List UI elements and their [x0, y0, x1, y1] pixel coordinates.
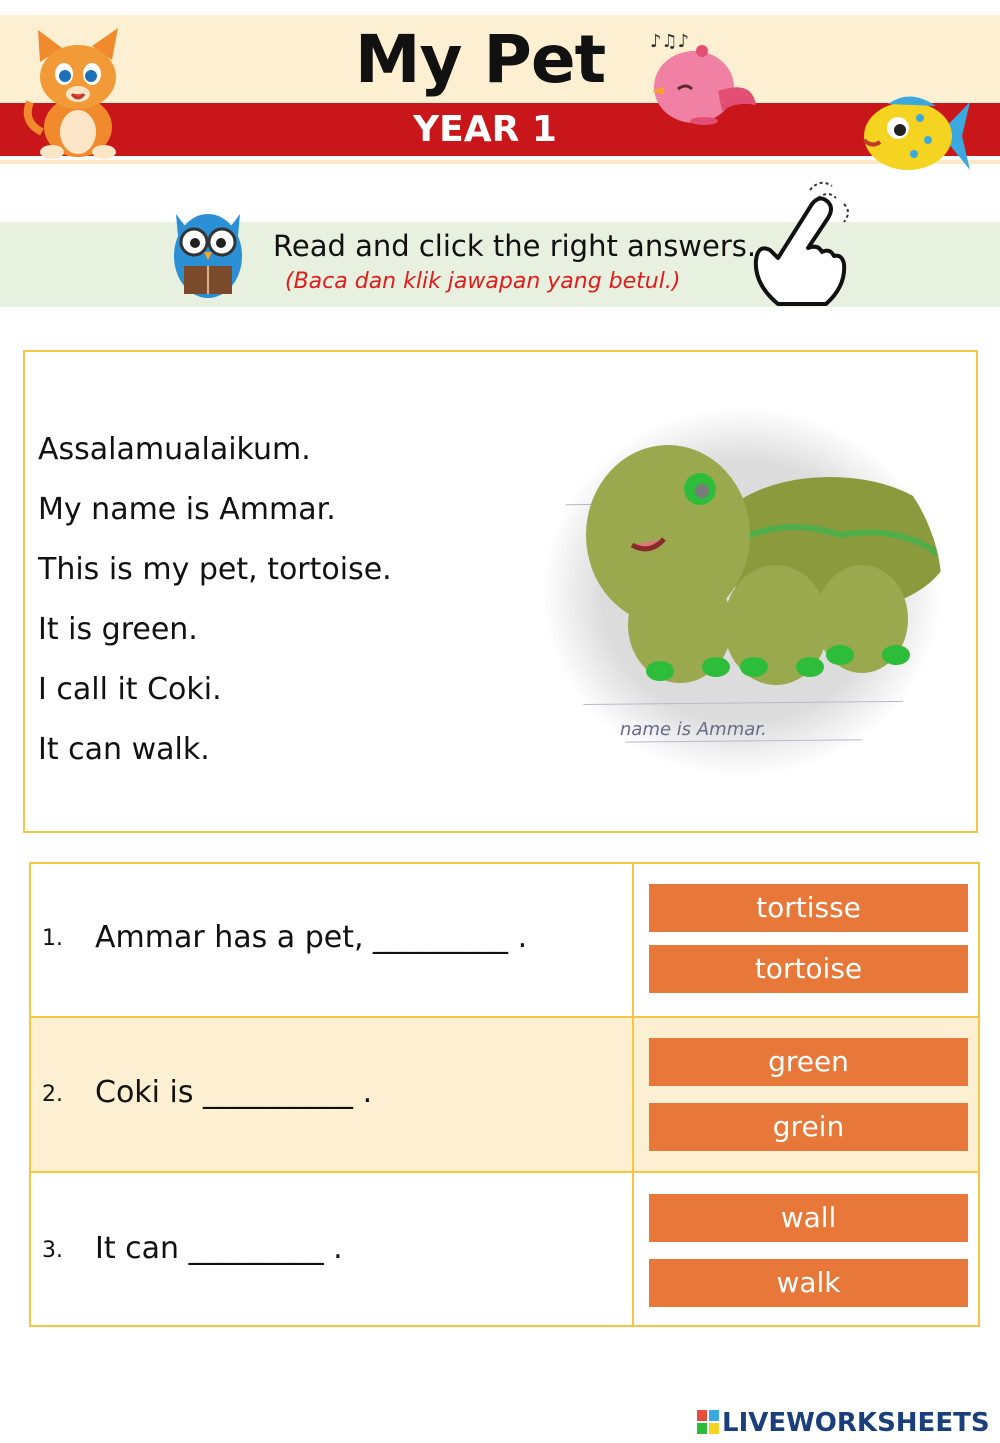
svg-text:♪♫♪: ♪♫♪ — [650, 31, 690, 52]
question-2-text: Coki is __________ . — [95, 1075, 373, 1110]
table-divider-vertical — [632, 862, 634, 1327]
question-1-option-1[interactable]: tortisse — [649, 884, 968, 932]
question-2-option-1[interactable]: green — [649, 1038, 968, 1086]
question-3-number: 3. — [42, 1238, 63, 1263]
cat-icon — [20, 22, 132, 162]
page-title: My Pet — [354, 21, 606, 98]
instruction-malay: (Baca dan klik jawapan yang betul.) — [285, 269, 681, 294]
question-1-text: Ammar has a pet, _________ . — [95, 920, 528, 955]
passage-line-4: It is green. — [38, 612, 198, 647]
question-3-option-1[interactable]: wall — [649, 1194, 968, 1242]
question-3-option-2[interactable]: walk — [649, 1259, 968, 1307]
question-2-number: 2. — [42, 1082, 63, 1107]
instruction-english: Read and click the right answers. — [273, 229, 757, 263]
question-2-option-2[interactable]: grein — [649, 1103, 968, 1151]
passage-line-2: My name is Ammar. — [38, 492, 336, 527]
passage-line-5: I call it Coki. — [38, 672, 222, 707]
header-divider — [0, 160, 1000, 164]
tortoise-drawing — [540, 405, 945, 780]
photo-caption: name is Ammar. — [620, 719, 767, 740]
bird-icon — [648, 25, 760, 127]
footer-brand: LIVEWORKSHEETS — [722, 1408, 990, 1438]
question-1-number: 1. — [42, 926, 63, 951]
table-divider-1 — [31, 1016, 978, 1018]
pointing-hand-icon — [748, 176, 858, 312]
fish-icon — [858, 88, 973, 183]
owl-icon — [168, 200, 248, 306]
passage-line-3: This is my pet, tortoise. — [38, 552, 392, 587]
question-1-option-2[interactable]: tortoise — [649, 945, 968, 993]
page-subtitle: YEAR 1 — [413, 109, 557, 150]
passage-line-6: It can walk. — [38, 732, 210, 767]
liveworksheets-logo-icon — [697, 1410, 719, 1434]
table-divider-2 — [31, 1171, 978, 1173]
question-3-text: It can _________ . — [95, 1231, 343, 1266]
passage-line-1: Assalamualaikum. — [38, 432, 311, 467]
